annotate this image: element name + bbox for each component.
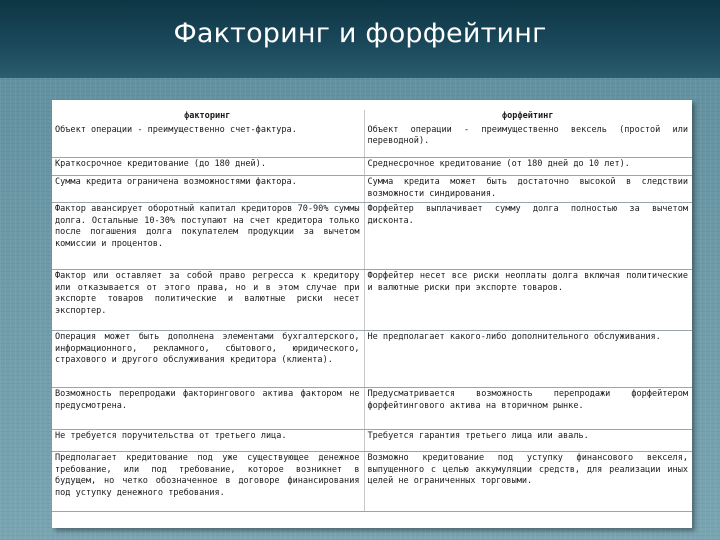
factoring-cell: Возможность перепродажи факторингового актива фактором не предусмотрена. [52,388,364,430]
forfaiting-cell: Не предполагает какого-либо дополнительного обслуживания. [364,331,692,388]
factoring-cell: Фактор или оставляет за собой право регресса к кредитору или отказывается от этого права, но и в этом случае при экспорте товаров политические и валютные риски несет экспортер. [52,270,364,331]
slide-title: Факторинг и форфейтинг [173,18,547,49]
table-row [52,203,692,270]
table-row [52,124,692,158]
table-row [52,270,692,331]
table-header-row [52,110,692,124]
factoring-cell: Объект операции - преимущественно счет-фактура. [52,124,364,158]
forfaiting-cell: Форфейтер несет все риски неоплаты долга включая политические и валютные риски при экспорте товаров. [364,270,692,331]
forfaiting-cell: Возможно кредитование под уступку финансового векселя, выпущенного с целью аккумуляции средств, для реализации иных целей не ограниченных торговыми. [364,452,692,512]
table-row [52,176,692,203]
table-row [52,331,692,388]
factoring-cell: Не требуется поручительства от третьего лица. [52,430,364,452]
factoring-cell: Фактор авансирует оборотный капитал кредиторов 70-90% суммы долга. Остальные 10-30% поступают на счет кредитора только после погашения долга покупателем продукции за вычетом комиссии и процентов. [52,203,364,270]
forfaiting-cell: Среднесрочное кредитование (от 180 дней до 10 лет). [364,158,692,176]
table-row [52,452,692,512]
factoring-cell: Предполагает кредитование под уже существующее денежное требование, или под требование, которое возникнет в будущем, но четко обозначенное в договоре финансирования под уступку денежного требования. [52,452,364,512]
header-factoring: факторинг [52,110,364,124]
header-forfaiting: форфейтинг [502,111,554,121]
forfaiting-cell: Сумма кредита может быть достаточно высокой в следствии возможности синдирования. [364,176,692,203]
comparison-table [52,110,692,512]
forfaiting-cell: Предусматривается возможность перепродажи форфейтером форфейтингового актива на вторичном рынке. [364,388,692,430]
table-row [52,388,692,430]
forfaiting-cell: Требуется гарантия третьего лица или аваль. [364,430,692,452]
table-row [52,430,692,452]
factoring-cell: Сумма кредита ограничена возможностями фактора. [52,176,364,203]
factoring-cell: Краткосрочное кредитование (до 180 дней). [52,158,364,176]
forfaiting-cell: Форфейтер выплачивает сумму долга полностью за вычетом дисконта. [364,203,692,270]
factoring-cell: Операция может быть дополнена элементами бухгалтерского, информационного, рекламного, сбытового, юридического, страхового и другого обслуживания кредитора (клиента). [52,331,364,388]
forfaiting-cell: Объект операции - преимущественно вексель (простой или переводной). [364,124,692,158]
table-row [52,158,692,176]
